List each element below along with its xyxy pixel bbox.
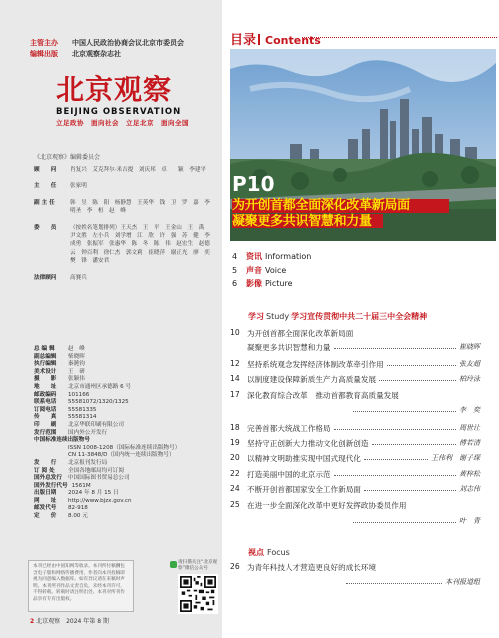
info-row: 网 址 http://www.bjzx.gov.cn	[34, 497, 132, 504]
copyright-notice: 本刊已经由中国知网等收录。本刊所付稿酬包含电子版和网络传播费用，作者向本刊投稿即视为同意编入数据库。如有异议请在来稿时声明。本刊所刊作品文责自负，未经本刊许可，不得转载。转载时请注明出处。本刊对所刊作品享有专有出版权。	[28, 560, 134, 612]
cover-title[interactable]	[232, 198, 410, 230]
publisher: 北京观察杂志社	[72, 50, 121, 58]
page-number: 2	[30, 618, 35, 625]
header-rule	[302, 37, 497, 38]
toc-author: 周世让	[459, 424, 480, 432]
info-row: 摄 影 张颖伟	[34, 376, 85, 383]
qr-label: 请扫描关注“北京观察”微信公众号	[178, 560, 218, 571]
publisher-label: 编辑出版	[30, 50, 58, 58]
leader-dots	[334, 348, 456, 349]
toc-author: 本刊报道组	[445, 578, 480, 586]
cover-title-line1: 为开创首都全面深化改革新局面	[232, 198, 410, 213]
toc-entry[interactable]	[230, 562, 480, 573]
info-row: 邮政编码 101166	[34, 391, 90, 398]
info-row: 印 刷 北京华联印刷有限公司	[34, 421, 124, 428]
toc-page-number: 26	[230, 562, 240, 571]
toc-entry[interactable]	[230, 405, 480, 415]
header-bar	[258, 34, 260, 45]
toc-title: 为青年科技人才营造更良好的成长环境	[247, 563, 377, 572]
info-row: 订阅电话 55581335	[34, 406, 97, 413]
info-row: CN 11-3848/D（国内统一连续出版物号）	[68, 452, 175, 459]
info-row: 出版日期 2024 年 8 月 15 日	[34, 490, 119, 497]
leader-dots	[364, 490, 456, 491]
info-row: 中国标准连续出版物号	[34, 437, 90, 444]
toc-entry[interactable]	[230, 423, 480, 434]
toc-page-number	[230, 577, 247, 587]
toc-title: 凝聚更多共识智慧和力量	[247, 343, 331, 352]
info-row: ISSN 1008-1208（国际标准连续出版物号）	[68, 444, 181, 451]
toc-page-number: 18	[230, 423, 240, 432]
info-row: 联系电话 55581072/1320/1325	[34, 399, 129, 406]
toc-author: 崔晓晖	[459, 343, 480, 351]
info-row: 美术设计 王 研	[34, 368, 85, 375]
focus-cn: 视点	[248, 548, 264, 557]
toc-page-number: 25	[230, 500, 240, 509]
info-row: 发行范围 国内外公开发行	[34, 429, 108, 436]
toc-title	[247, 516, 350, 526]
leader-dots	[379, 380, 456, 381]
toc-author: 傅若清	[459, 439, 480, 447]
toc-author: 柏玲泳	[459, 375, 480, 383]
toc-entry[interactable]	[230, 390, 480, 401]
toc-entry[interactable]	[230, 328, 480, 339]
toc-entry[interactable]	[230, 453, 480, 464]
leader-dots	[372, 444, 457, 445]
toc-title: 以制度建设保障新质生产力高质量发展	[247, 375, 377, 384]
contents-en: Contents	[265, 34, 321, 47]
toc-title: 在进一步全面深化改革中更好发挥政协委员作用	[247, 501, 407, 510]
wechat-icon	[170, 561, 177, 568]
logo-chinese: 北京观察	[56, 73, 173, 106]
toc-page-number: 24	[230, 484, 240, 493]
info-row: 订 阅 处 全国各地邮局均可订阅	[34, 467, 124, 474]
study-section-header	[248, 311, 427, 322]
logo-english: BEIJING OBSERVATION	[56, 107, 182, 117]
toc-author: 王伟利 谢子琛	[431, 454, 480, 462]
info-row: 地 址 北京市通州区承德路 6 号	[34, 383, 132, 390]
logo-slogan: 立足政协 面向社会 立足北京 面向全国	[56, 119, 189, 127]
toc-page-number	[230, 342, 247, 353]
section-item[interactable]: 6 影像 Picture	[232, 279, 293, 288]
toc-page-number	[230, 405, 247, 415]
footer-text: 北京观察 2024 年第 8 期	[36, 618, 109, 625]
leader-dots	[387, 365, 456, 366]
info-row: 发 行 北京报刊发行局	[34, 459, 108, 466]
toc-page-number: 14	[230, 374, 240, 383]
toc-title: 深化教育综合改革 推动首都教育高质量发展	[247, 391, 399, 400]
focus-en: Focus	[267, 548, 290, 557]
toc-page-number: 17	[230, 390, 240, 399]
toc-page-number: 12	[230, 359, 240, 368]
toc-title: 打造美丽中国的北京示范	[247, 470, 331, 479]
qr-code-icon[interactable]	[178, 574, 218, 614]
toc-entry[interactable]	[230, 359, 480, 370]
staff-row: 主 任 张家明	[34, 183, 87, 190]
sponsor-label: 主管主办	[30, 39, 58, 47]
toc-page-number: 20	[230, 453, 240, 462]
leader-dots	[353, 411, 456, 412]
info-row: 传 真 55581314	[34, 414, 97, 421]
toc-page-number	[230, 516, 247, 526]
contents-header	[230, 29, 321, 48]
sponsor: 中国人民政治协商会议北京市委员会	[72, 39, 184, 47]
info-row: 副总编辑 柴晓晖	[34, 353, 85, 360]
info-row: 国外总发行 中国国际图书贸易总公司	[34, 475, 130, 482]
toc-page-number: 10	[230, 328, 240, 337]
editorial-board-title: 《北京观察》编辑委员会	[34, 154, 101, 161]
cover-title-line2: 凝聚更多共识智慧和力量	[232, 214, 372, 229]
study-subtitle: 学习宣传贯彻中共二十届三中全会精神	[291, 312, 428, 321]
toc-entry[interactable]	[230, 484, 480, 495]
section-item[interactable]: 5 声音 Voice	[232, 265, 287, 275]
toc-author: 李 奕	[459, 406, 480, 414]
leader-dots	[334, 429, 456, 430]
toc-title: 坚持守正创新大力推动文化创新创造	[247, 439, 369, 448]
toc-author: 刘志伟	[459, 485, 480, 493]
toc-entry[interactable]	[230, 516, 480, 526]
toc-page-number: 22	[230, 469, 240, 478]
info-row: 执行编辑 秦滟钧	[34, 361, 85, 368]
toc-page-number: 19	[230, 438, 240, 447]
leader-dots	[346, 583, 442, 584]
info-row: 总 编 辑 赵 峰	[34, 346, 85, 352]
toc-entry[interactable]	[230, 500, 480, 511]
toc-title: 为开创首都全面深化改革新局面	[247, 329, 354, 338]
study-en: Study	[266, 312, 290, 321]
page-footer	[30, 616, 109, 625]
info-row: 国外发行代号 1561M	[34, 482, 91, 489]
toc-author: 黄梓松	[459, 470, 480, 478]
magazine-logo	[56, 74, 196, 127]
toc-entry[interactable]	[230, 469, 480, 480]
toc-title: 不断开创首都国家安全工作新局面	[247, 485, 361, 494]
toc-author: 叶 青	[459, 517, 480, 525]
toc-entry[interactable]	[230, 342, 480, 353]
leader-dots	[364, 459, 428, 460]
section-item[interactable]: 4 资讯 Information	[232, 252, 312, 261]
staff-row: 委 员 （按姓名笔划排列）王天杰 王 平 王金山 王 禹 尹文胜 左小兵 刘学增 江 欣 许 强 苏 健 李成勇 张振军 张惠华 陈 冬 陈 伟 赵宏生 赵德云 钟百利 徐仁杰 郭文莉 崔晓萍 谢正光 廖 奕 樊 锋 潘安君	[34, 224, 216, 265]
toc-title	[247, 577, 343, 587]
toc-title: 坚持系统观念发挥经济体制改革牵引作用	[247, 360, 384, 369]
legal-row: 法律顾问 高賽兵	[34, 274, 87, 281]
toc-title	[247, 405, 350, 415]
leader-dots	[334, 475, 456, 476]
masthead	[30, 38, 184, 60]
toc-entry[interactable]	[230, 438, 480, 449]
staff-row: 顾 问 肖复兴 艾克拜尔·米吉提 刘庆邦 卓 颖 李建平	[34, 167, 207, 173]
toc-entry[interactable]	[230, 374, 480, 385]
contents-cn: 目录	[230, 33, 257, 48]
leader-dots	[353, 522, 456, 523]
toc-entry[interactable]	[230, 577, 480, 587]
focus-section-header	[248, 547, 290, 558]
info-row: 定 价 8.00 元	[34, 513, 88, 520]
study-cn: 学习	[248, 312, 264, 321]
staff-list	[34, 166, 214, 284]
staff-row: 副 主 任 韩 昱 陈 阳 杨静慧 王英华 钱 卫 罗 嘉 李明圣 李 桓 赵 峰	[34, 199, 210, 215]
publication-info	[34, 346, 214, 521]
toc-title: 以精神文明助推实现中国式现代化	[247, 454, 361, 463]
cover-page-number: P10	[232, 172, 275, 196]
toc-author: 张友超	[459, 360, 480, 368]
toc-title: 完善首都大统战工作格局	[247, 424, 331, 433]
info-row: 邮发代号 82-918	[34, 505, 88, 512]
section-list	[232, 250, 311, 291]
